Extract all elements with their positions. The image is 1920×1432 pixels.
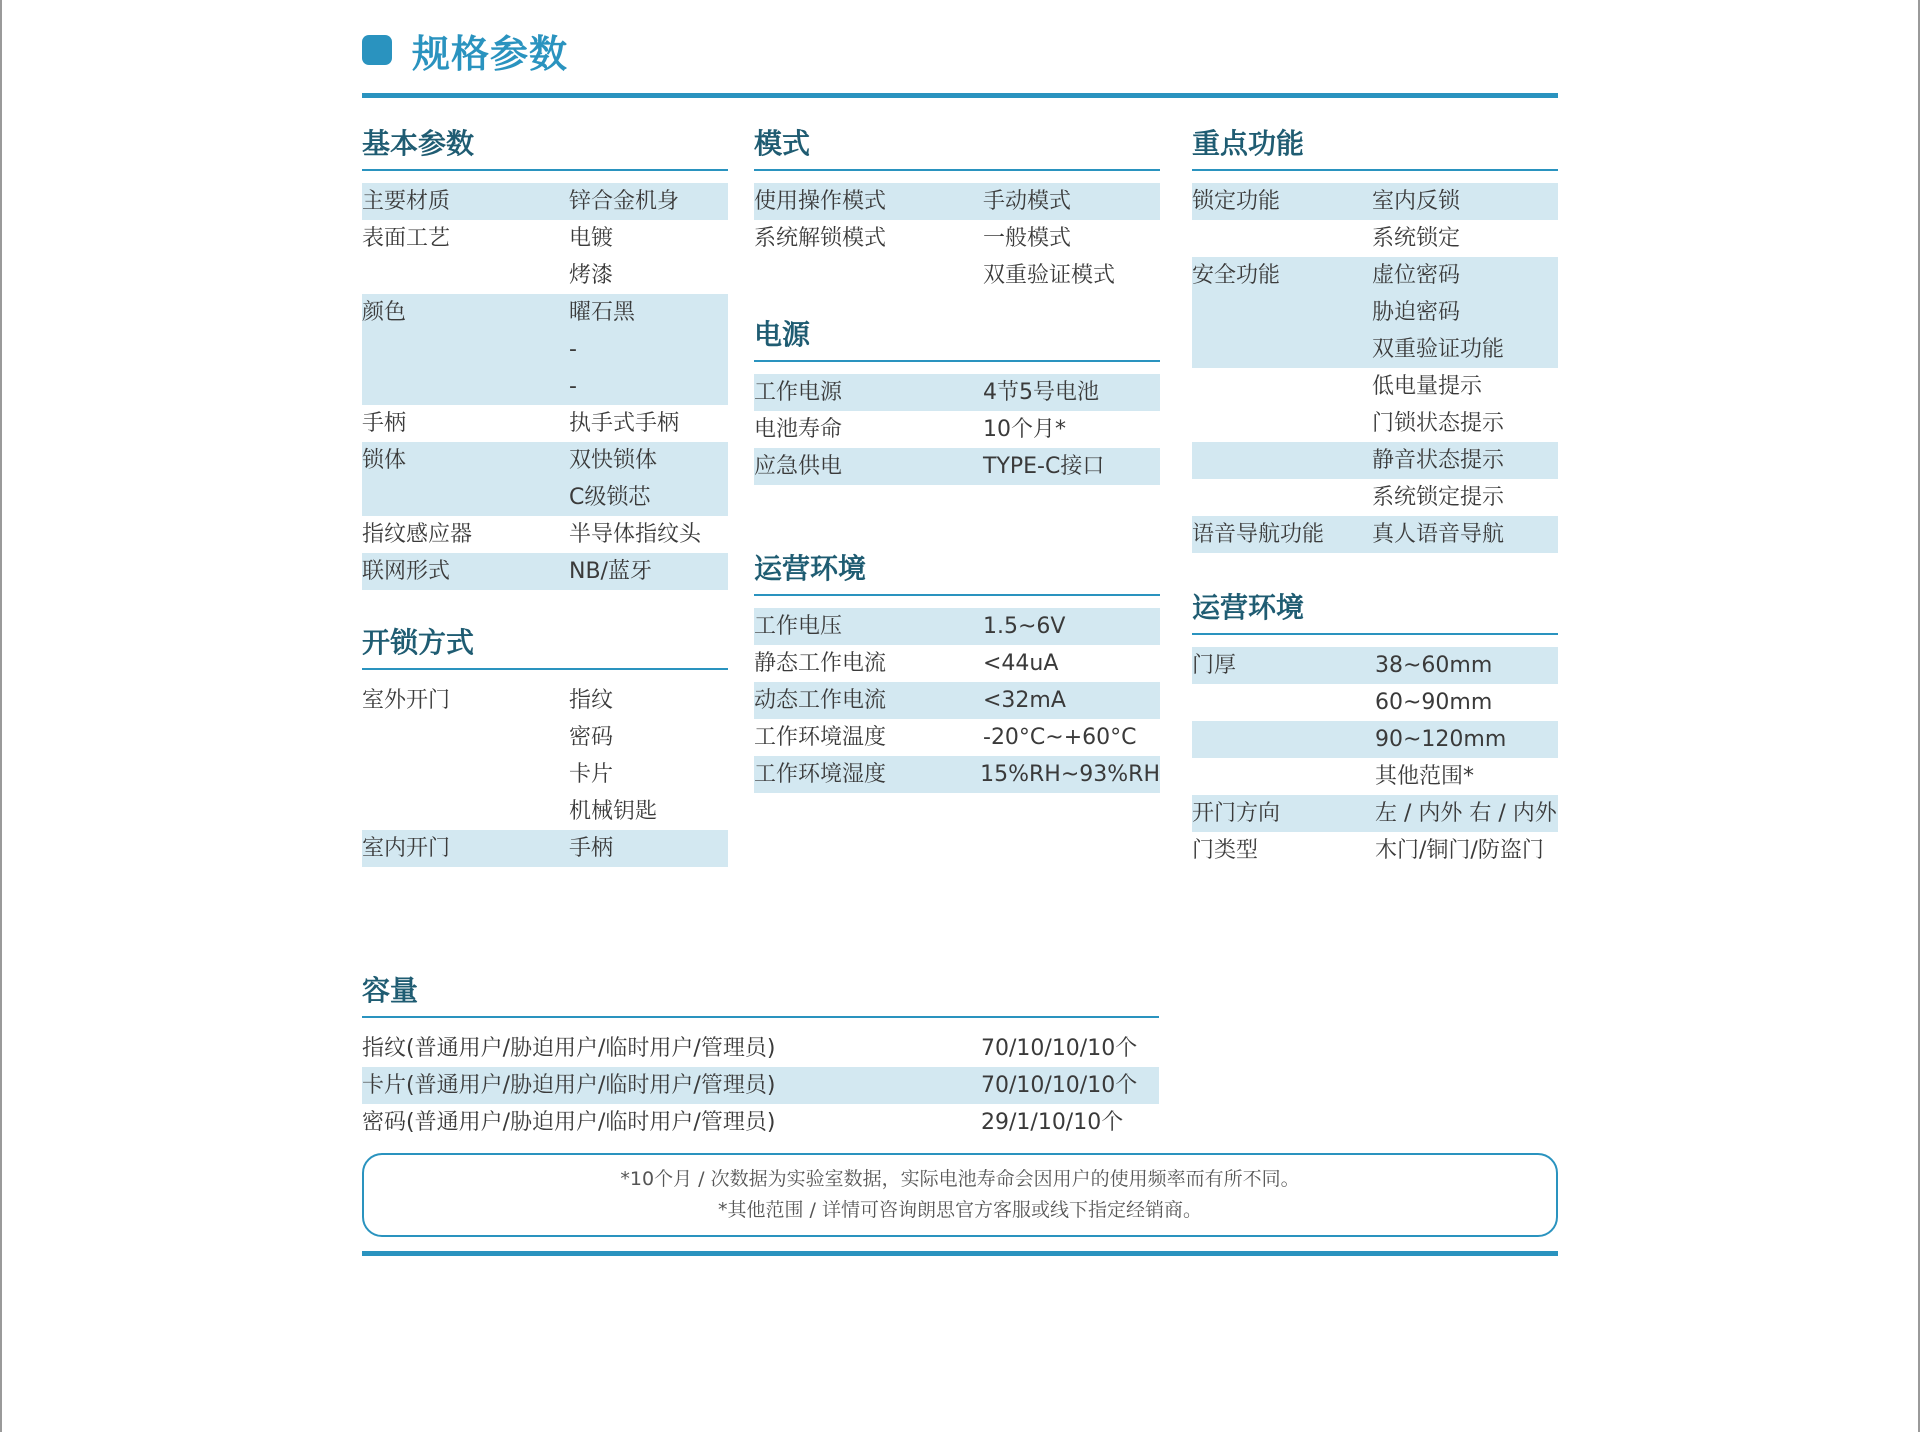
spec-label: 门厚 (1192, 653, 1237, 678)
spec-value: 室内反锁 (1372, 189, 1461, 214)
spec-values (1375, 832, 1544, 869)
spec-label: 主要材质 (362, 189, 451, 214)
spec-values (983, 448, 1104, 485)
spec-value: 机械钥匙 (569, 799, 658, 824)
spec-values (569, 830, 613, 867)
spec-row (1192, 442, 1558, 479)
spec-value: -20°C~+60°C (983, 725, 1137, 750)
spec-value: 门锁状态提示 (1372, 411, 1505, 436)
spec-row (1192, 479, 1558, 516)
spec-values (983, 183, 1071, 220)
spec-value: 半导体指纹头 (569, 522, 702, 547)
section-title: 运营环境 (1192, 591, 1305, 624)
spec-label: 颜色 (362, 300, 407, 325)
section-title: 运营环境 (754, 552, 867, 585)
spec-label: 室内开门 (362, 836, 451, 861)
spec-value: 38~60mm (1375, 653, 1493, 678)
spec-value: 4节5号电池 (983, 380, 1099, 405)
spec-row (362, 1104, 1159, 1141)
spec-row (754, 608, 1160, 645)
spec-row (1192, 220, 1558, 257)
spec-values (1375, 647, 1492, 684)
section-capacity (362, 972, 1159, 1141)
spec-label: 工作电源 (754, 380, 843, 405)
spec-values (981, 1030, 1137, 1067)
section-title: 开锁方式 (362, 626, 475, 659)
spec-row (362, 516, 728, 553)
spec-value: TYPE-C接口 (983, 454, 1105, 479)
spec-value: 密码 (569, 725, 614, 750)
spec-label: 工作环境温度 (754, 725, 887, 750)
spec-row (362, 682, 728, 830)
section-title: 基本参数 (362, 127, 475, 160)
spec-values (569, 183, 679, 220)
spec-row (362, 1067, 1159, 1104)
page-header (362, 26, 568, 74)
spec-row (362, 553, 728, 590)
spec-label: 工作电压 (754, 614, 843, 639)
section-title: 容量 (362, 974, 419, 1007)
spec-row (1192, 684, 1558, 721)
spec-values (569, 442, 657, 516)
spec-label: 系统解锁模式 (754, 226, 887, 251)
section-divider (754, 594, 1160, 596)
spec-values (981, 1104, 1123, 1141)
spec-row (1192, 647, 1558, 684)
footnote-box (362, 1153, 1558, 1237)
spec-values (569, 220, 613, 294)
spec-values (1375, 684, 1492, 721)
spec-value: 一般模式 (983, 226, 1072, 251)
spec-value: 曜石黑 (569, 300, 636, 325)
spec-label: 表面工艺 (362, 226, 451, 251)
spec-row (1192, 758, 1558, 795)
bottom-divider (362, 1251, 1558, 1256)
spec-row (754, 448, 1160, 485)
page-border-left (0, 0, 2, 1432)
spec-label: 门类型 (1192, 838, 1259, 863)
spec-values (1372, 183, 1460, 220)
footnote-line: *其他范围 / 详情可咨询朗思官方客服或线下指定经销商。 (718, 1199, 1202, 1221)
spec-value: <44uA (983, 651, 1059, 676)
spec-row (754, 756, 1160, 793)
spec-value: 虚位密码 (1372, 263, 1461, 288)
spec-value: 双重验证模式 (983, 263, 1116, 288)
spec-value: C级锁芯 (569, 485, 651, 510)
spec-label: 语音导航功能 (1192, 522, 1325, 547)
spec-values (1372, 442, 1504, 479)
spec-value: 左 / 内外 右 / 内外 (1375, 801, 1557, 826)
spec-label: 动态工作电流 (754, 688, 887, 713)
section-title: 模式 (754, 127, 811, 160)
spec-label (1192, 684, 1375, 721)
spec-values (983, 719, 1137, 756)
spec-row (1192, 257, 1558, 368)
spec-value: 系统锁定 (1372, 226, 1461, 251)
spec-value: 1.5~6V (983, 614, 1066, 639)
section-basic (362, 125, 728, 590)
spec-value: 双重验证功能 (1372, 337, 1505, 362)
spec-value: 锌合金机身 (569, 189, 680, 214)
section-unlock (362, 624, 728, 867)
spec-row (754, 220, 1160, 294)
spec-row (1192, 832, 1558, 869)
spec-value: 静音状态提示 (1372, 448, 1505, 473)
spec-values (983, 608, 1065, 645)
spec-value: 29/1/10/10个 (981, 1110, 1124, 1135)
spec-label: 开门方向 (1192, 801, 1281, 826)
spec-value: 指纹 (569, 688, 614, 713)
spec-label: 应急供电 (754, 454, 843, 479)
spec-label: 使用操作模式 (754, 189, 887, 214)
spec-label: 室外开门 (362, 688, 451, 713)
spec-label: 锁体 (362, 448, 407, 473)
spec-value: - (569, 337, 577, 362)
footnote-line: *10个月 / 次数据为实验室数据，实际电池寿命会因用户的使用频率而有所不同。 (620, 1168, 1300, 1190)
spec-value: 卡片 (569, 762, 614, 787)
spec-value: <32mA (983, 688, 1066, 713)
spec-row (754, 183, 1160, 220)
spec-values (1375, 758, 1474, 795)
spec-row (1192, 721, 1558, 758)
top-divider (362, 93, 1558, 98)
spec-label: 手柄 (362, 411, 407, 436)
spec-values (983, 645, 1058, 682)
spec-row (362, 294, 728, 405)
spec-label: 电池寿命 (754, 417, 843, 442)
spec-row (1192, 183, 1558, 220)
spec-value: 手柄 (569, 836, 614, 861)
spec-values (983, 411, 1066, 448)
spec-label: 安全功能 (1192, 263, 1281, 288)
spec-label (1192, 758, 1375, 795)
spec-row (362, 442, 728, 516)
title-square-icon (362, 35, 392, 65)
spec-value: 70/10/10/10个 (981, 1036, 1138, 1061)
spec-value: 其他范围* (1375, 764, 1475, 789)
spec-value: 90~120mm (1375, 727, 1507, 752)
spec-value: NB/蓝牙 (569, 559, 652, 584)
spec-values (980, 756, 1160, 793)
spec-value: 15%RH~93%RH (980, 762, 1160, 787)
spec-label (1192, 479, 1372, 516)
spec-label: 指纹(普通用户/胁迫用户/临时用户/管理员) (362, 1036, 776, 1061)
spec-row (754, 374, 1160, 411)
spec-value: 手动模式 (983, 189, 1072, 214)
spec-values (1372, 220, 1460, 257)
spec-row (754, 719, 1160, 756)
section-divider (754, 169, 1160, 171)
spec-label: 卡片(普通用户/胁迫用户/临时用户/管理员) (362, 1073, 776, 1098)
spec-row (754, 682, 1160, 719)
spec-label: 静态工作电流 (754, 651, 887, 676)
spec-values (1375, 721, 1506, 758)
spec-value: 10个月* (983, 417, 1066, 442)
spec-values (983, 374, 1099, 411)
spec-value: 双快锁体 (569, 448, 658, 473)
spec-label (1192, 442, 1372, 479)
spec-values (1372, 368, 1504, 442)
section-env-mid (754, 550, 1160, 793)
section-features (1192, 125, 1558, 553)
spec-values (983, 682, 1066, 719)
spec-values (569, 682, 657, 830)
spec-values (983, 220, 1115, 294)
spec-values (569, 516, 701, 553)
section-power (754, 316, 1160, 485)
section-divider (1192, 169, 1558, 171)
spec-label: 密码(普通用户/胁迫用户/临时用户/管理员) (362, 1110, 776, 1135)
spec-value: 木门/铜门/防盗门 (1375, 838, 1544, 863)
spec-row (362, 183, 728, 220)
spec-value: 60~90mm (1375, 690, 1493, 715)
section-title: 电源 (754, 318, 811, 351)
section-divider (362, 668, 728, 670)
spec-value: 电镀 (569, 226, 614, 251)
spec-value: 胁迫密码 (1372, 300, 1461, 325)
spec-values (1375, 795, 1557, 832)
spec-label: 锁定功能 (1192, 189, 1281, 214)
spec-row (362, 830, 728, 867)
spec-value: - (569, 374, 577, 399)
page-title: 规格参数 (412, 31, 569, 76)
spec-row (362, 405, 728, 442)
spec-row (1192, 368, 1558, 442)
spec-row (754, 645, 1160, 682)
spec-value: 低电量提示 (1372, 374, 1483, 399)
spec-label: 联网形式 (362, 559, 451, 584)
spec-label: 指纹感应器 (362, 522, 473, 547)
section-divider (754, 360, 1160, 362)
section-mode (754, 125, 1160, 294)
section-divider (1192, 633, 1558, 635)
spec-value: 系统锁定提示 (1372, 485, 1505, 510)
spec-values (569, 294, 635, 405)
spec-values (569, 553, 652, 590)
spec-values (1372, 516, 1504, 553)
spec-values (981, 1067, 1137, 1104)
spec-row (1192, 516, 1558, 553)
spec-label (1192, 368, 1372, 442)
spec-label (1192, 220, 1372, 257)
spec-value: 真人语音导航 (1372, 522, 1505, 547)
spec-row (1192, 795, 1558, 832)
spec-value: 烤漆 (569, 263, 614, 288)
spec-values (1372, 479, 1504, 516)
spec-row (362, 1030, 1159, 1067)
spec-value: 执手式手柄 (569, 411, 680, 436)
spec-values (569, 405, 679, 442)
spec-row (362, 220, 728, 294)
spec-value: 70/10/10/10个 (981, 1073, 1138, 1098)
spec-label: 工作环境湿度 (754, 762, 887, 787)
section-title: 重点功能 (1192, 127, 1305, 160)
spec-values (1372, 257, 1504, 368)
section-divider (362, 1016, 1159, 1018)
spec-label (1192, 721, 1375, 758)
spec-row (754, 411, 1160, 448)
section-env-right (1192, 589, 1558, 869)
section-divider (362, 169, 728, 171)
